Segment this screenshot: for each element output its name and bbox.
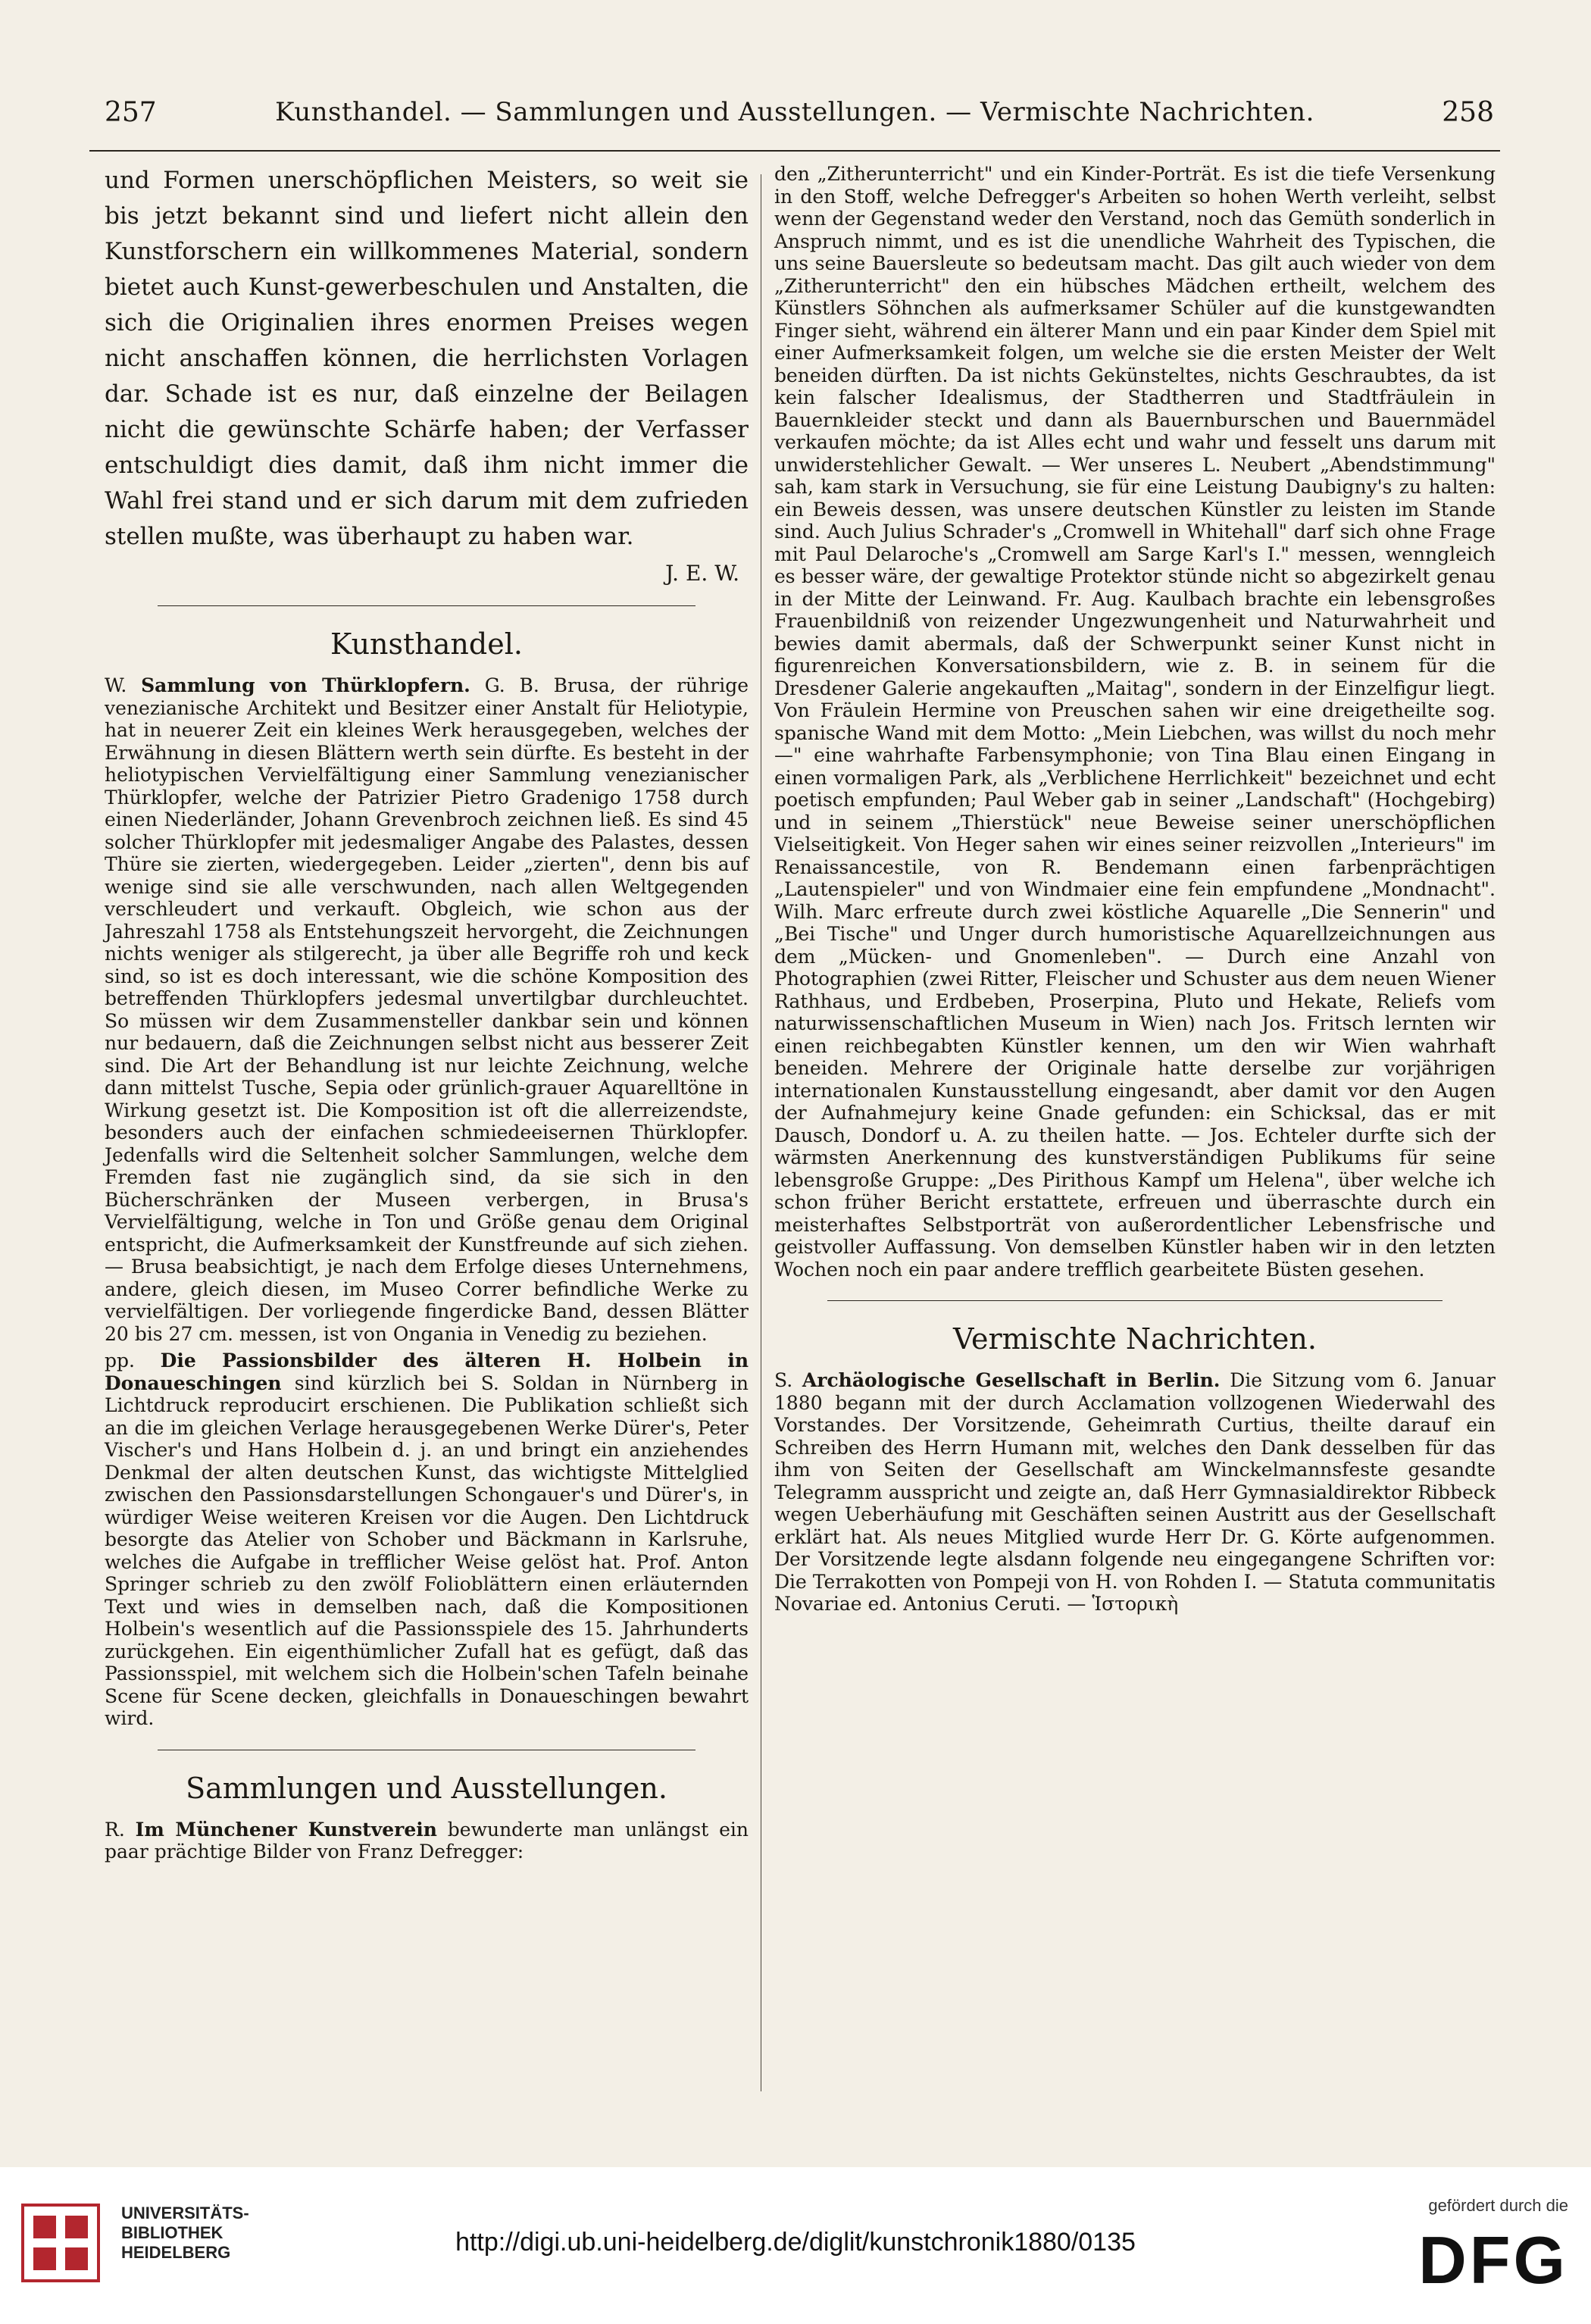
right-column	[774, 163, 1496, 1616]
item-title: Die Passionsbilder des älteren H. Holbein in Donaueschingen	[105, 1350, 749, 1394]
kunsthandel-item-2	[105, 1350, 749, 1730]
running-title: Kunsthandel. — Sammlungen und Ausstellungen. — Vermischte Nachrichten.	[275, 97, 1314, 127]
item-text: G. B. Brusa, der rührige venezianische Architekt und Besitzer einer Anstalt für Heliotypie, hat in neuerer Zeit ein kleines Werk herausgegeben, welches der Erwähnung in diesen Blättern werth sein dürfte. Es besteht in der heliotypischen Vervielfältigung einer Sammlung venezianischer Thürklopfer, welche der Patrizier Pietro Gradenigo 1758 durch einen Niederländer, Johann Grevenbroch zeichnen ließ. Es sind 45 solcher Thürklopfer mit jedesmaliger Angabe des Palastes, dessen Thüre sie zierten, wiedergegeben. Leider „zierten", denn bis auf wenige sind sie alle verschwunden, nach allen Weltgegenden verschleudert und verkauft. Obgleich, wie schon aus der Jahreszahl 1758 als Entstehungszeit hervorgeht, die Zeichnungen nichts weniger als stilgerecht, ja über alle Begriffe roh und keck sind, so ist es doch interessant, wie die schöne Komposition des betreffenden Thürklopfers jedesmal unvertilgbar durchleuchtet. So müssen wir dem Zusammensteller dankbar sein und können nur bedauern, daß die Zeichnungen selbst nicht aus besserer Zeit sind. Die Art der Behandlung ist nur leichte Zeichnung, welche dann mittelst Tusche, Sepia oder grünlich-grauer Aquarelltöne in Wirkung gesetzt ist. Die Komposition ist oft die allerreizendste, besonders auch der einfachen schmiedeeisernen Thürklopfer. Jedenfalls wird die Seltenheit solcher Sammlungen, welche dem Fremden fast nie zugänglich sind, da sie sich in den Bücherschränken der Museen verbergen, in Brusa's Vervielfältigung, welche in Ton und Größe genau dem Original entspricht, die Aufmerksamkeit der Kunstfreunde auf sich ziehen. — Brusa beabsichtigt, je nach dem Erfolge dieses Unternehmens, andere, gleich diesen, im Museo Correr befindliche Werke zu vervielfältigen. Der vorliegende fingerdicke Band, dessen Blätter 20 bis 27 cm. messen, ist von Ongania in Venedig zu beziehen.	[105, 674, 749, 1345]
section-separator	[158, 605, 695, 606]
item-author: W.	[105, 674, 127, 696]
item-text: bewunderte man unlängst ein paar prächtige Bilder von Franz Defregger:	[105, 1818, 749, 1863]
item-author: R.	[105, 1818, 125, 1841]
intro-paragraph: und Formen unerschöpflichen Meisters, so weit sie bis jetzt bekannt sind und liefert nicht allein den Kunstforschern ein willkommenes Material, sondern bietet auch Kunst-gewerbeschulen und Anstalten, die sich die Originalien ihres enormen Preises wegen nicht anschaffen können, die herrlichsten Vorlagen dar. Schade ist es nur, daß einzelne der Beilagen nicht die gewünschte Schärfe haben; der Verfasser entschuldigt dies damit, daß ihm nicht immer die Wahl frei stand und er sich darum mit dem zufrieden stellen mußte, was überhaupt zu haben war.	[105, 167, 749, 550]
sammlungen-item	[105, 1819, 749, 1863]
item-author: pp.	[105, 1350, 135, 1372]
section-separator	[827, 1300, 1443, 1301]
vermischte-heading: Vermischte Nachrichten.	[953, 1322, 1317, 1356]
sammlungen-heading: Sammlungen und Ausstellungen.	[186, 1771, 667, 1805]
continuation-paragraph: den „Zitherunterricht" und ein Kinder-Porträt. Es ist die tiefe Versenkung in den Stoff, welche Defregger's Arbeiten so hohen Werth verleiht, selbst wenn der Gegenstand weder den Verstand, noch das Gemüth sonderlich in Anspruch nimmt, und es ist die unendliche Wahrheit des Typischen, die uns seine Bauersleute so bedeutsam macht. Das gilt auch wieder von dem „Zitherunterricht" den ein hübsches Mädchen ertheilt, welchem des Künstlers Söhnchen als aufmerksamer Schüler auf die kunstgewandten Finger sieht, während ein älterer Mann und ein paar Kinder dem Spiel mit einer Aufmerksamkeit folgen, um welche sie die ersten Meister der Welt beneiden dürften. Da ist nichts Gekünsteltes, nichts Geschraubtes, da ist kein falscher Idealismus, der Stadtherren und Stadtfräulein in Bauernkleider steckt und dann als Bauernburschen und Bauernmädel verkaufen möchte; da ist Alles echt und wahr und fesselt uns darum mit unwiderstehlicher Gewalt. — Wer unseres L. Neubert „Abendstimmung" sah, kam stark in Versuchung, sie für eine Leistung Daubigny's zu halten: ein Beweis dessen, was unsere deutschen Künstler zu leisten im Stande sind. Auch Julius Schrader's „Cromwell in Whitehall" darf sich ohne Frage mit Paul Delaroche's „Cromwell am Sarge Karl's I." messen, wenngleich es besser wäre, der gewaltige Protektor stünde nicht so abgezirkelt genau in der Mitte der Leinwand. Fr. Aug. Kaulbach brachte ein lebensgroßes Frauenbildniß von reizender Ungezwungenheit und Naturwahrheit und bewies damit abermals, daß der Schwerpunkt seiner Kunst nicht in figurenreichen Konversationsbildern, wie z. B. in seinem für die Dresdener Galerie angekauften „Maitag", sondern in der Einzelfigur liegt. Von Fräulein Hermine von Preuschen sahen wir eine dreigetheilte sog. spanische Wand mit dem Motto: „Mein Liebchen, was willst du noch mehr —" eine wahrhafte Farbensymphonie; von Tina Blau einen Eingang in einen vormaligen Park, als „Verblichene Herrlichkeit" bezeichnet und echt poetisch empfunden; Paul Weber gab in seiner „Landschaft" (Hochgebirg) und in seinem „Thierstück" neue Beweise seiner unerschöpflichen Vielseitigkeit. Von Heger sahen wir eines seiner reizvollen „Interieurs" im Renaissancestile, von R. Bendemann einen farbenprächtigen „Lautenspieler" und von Windmaier eine fein empfundene „Mondnacht". Wilh. Marc erfreute durch zwei köstliche Aquarelle „Die Sennerin" und „Bei Tische" und Unger durch humoristische Aquarellzeichnungen aus dem „Mücken- und Gnomenleben". — Durch eine Anzahl von Photographien (zwei Ritter, Fleischer und Schuster aus dem neuen Wiener Rathhaus, und Erdbeben, Proserpina, Pluto und Hekate, Reliefs vom naturwissenschaftlichen Museum in Wien) nach Jos. Fritsch lernten wir einen reichbegabten Künstler kennen, um den wir Wien wahrhaft beneiden. Mehrere der Originale hatte derselbe zur vorjährigen internationalen Kunstausstellung eingesandt, aber damit vor den Augen der Aufnahmejury keine Gnade gefunden: ein Schicksal, das er mit Dausch, Dondorf u. A. zu theilen hatte. — Jos. Echteler durfte sich der wärmsten Anerkennung des kunstverständigen Publikums für seine lebensgroße Gruppe: „Des Pirithous Kampf um Helena", über welche ich schon früher Bericht erstattete, erfreuen und überraschte durch ein meisterhaftes Selbstporträt von außerordentlicher Lebensfrische und geistvoller Auffassung. Von demselben Künstler haben wir in den letzten Wochen noch ein paar andere trefflich gearbeitete Büsten gesehen.	[774, 163, 1496, 1281]
item-text: sind kürzlich bei S. Soldan in Nürnberg in Lichtdruck reproducirt erschienen. Die Publikation schließt sich an die im gleichen Verlage herausgegebenen Werke Dürer's, Peter Vischer's und Hans Holbein d. j. an und bringt ein anziehendes Denkmal der alten deutschen Kunst, das wichtigste Mittelglied zwischen den Passionsdarstellungen Schongauer's und Dürer's, in würdiger Weise weiteren Kreisen vor die Augen. Den Lichtdruck besorgte das Atelier von Schober und Bäckmann in Karlsruhe, welches die Aufgabe in trefflicher Weise gelöst hat. Prof. Anton Springer schrieb zu den zwölf Folioblättern einen erläuternden Text und wies in demselben nach, daß die Kompositionen Holbein's wesentlich auf die Passionsspiele des 15. Jahrhunderts zurückgehen. Ein eigenthümlicher Zufall hat es gefügt, daß das Passionsspiel, mit welchem sich die Holbein'schen Tafeln beinahe Scene für Scene decken, gleichfalls in Donaueschingen bewahrt wird.	[105, 1372, 749, 1729]
vermischte-item	[774, 1369, 1496, 1616]
page-header	[89, 97, 1500, 142]
intro-signature: J. E. W.	[665, 561, 739, 586]
funding-note: gefördert durch die	[1428, 2196, 1568, 2215]
item-title: Im Münchener Kunstverein	[135, 1818, 437, 1841]
item-author: S.	[774, 1369, 793, 1391]
item-title: Archäologische Gesellschaft in Berlin.	[802, 1369, 1221, 1391]
left-column	[105, 163, 749, 1863]
library-name: UNIVERSITÄTS- BIBLIOTHEK HEIDELBERG	[121, 2204, 249, 2262]
permalink[interactable]: http://digi.ub.uni-heidelberg.de/diglit/kunstchronik1880/0135	[455, 2228, 1136, 2257]
digitization-footer	[0, 2167, 1591, 2324]
header-rule	[89, 150, 1500, 152]
kunsthandel-heading: Kunsthandel.	[330, 627, 523, 661]
item-text: Die Sitzung vom 6. Januar 1880 begann mit der durch Acclamation vollzogenen Wiederwahl des Vorstandes. Der Vorsitzende, Geheimrath Curtius, theilte darauf ein Schreiben des Herrn Humann mit, welches den Dank desselben für das ihm von Seiten der Gesellschaft am Winckelmannsfeste gesandte Telegramm ausspricht und zeigte an, daß Herr Gymnasialdirektor Ribbeck wegen Ueberhäufung mit Geschäften seinen Austritt aus der Gesellschaft erklärt hat. Als neues Mitglied wurde Herr Dr. G. Körte aufgenommen. Der Vorsitzende legte alsdann folgende neu eingegangene Schriften vor: Die Terrakotten von Pompeji von H. von Rohden I. — Statuta communitatis Novariae ed. Antonius Ceruti. — Ἱστορικὴ	[774, 1369, 1496, 1615]
dfg-logo: DFG	[1418, 2222, 1568, 2297]
kunsthandel-item-1	[105, 674, 749, 1345]
page-number-right: 258	[1442, 97, 1494, 128]
page-number-left: 257	[105, 97, 157, 128]
item-title: Sammlung von Thürklopfern.	[141, 674, 470, 696]
